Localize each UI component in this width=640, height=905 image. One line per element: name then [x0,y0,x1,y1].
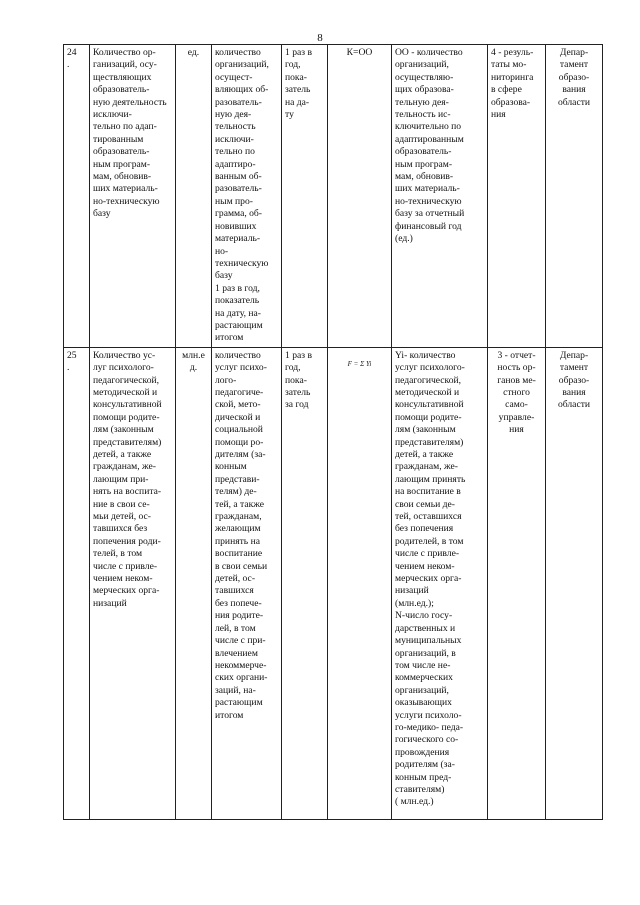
data-source: 3 - отчет- ность ор- ганов ме- стного само- управле- ния [488,347,546,819]
components: ОО - количество организаций, осуществляю- щих образова- тельную дея- тельность ис- ключительно по адаптированным образователь- ным програм- мам, обновив- ших материаль- но-техническую базу за отчетный финансовый год (ед.) [392,45,488,348]
periodicity: 1 раз в год, пока- затель на да- ту [282,45,328,348]
unit: млн.е д. [176,347,212,819]
formula [328,347,392,819]
table-row [64,347,603,819]
unit: ед. [176,45,212,348]
periodicity: 1 раз в год, пока- затель за год [282,347,328,819]
formula: К=ОО [328,45,392,348]
indicator-name: Количество ус- луг психолого- педагогической, методической и консультативной помощи родите- лям (законным представителям) детей, а также гражданам, же- лающим при- нять на воспита- ние в свои се- мьи детей, ос- тавшихся без попечения роди- телей, в том числе с привле- чением неком- мерческих орга- низаций [90,347,176,819]
data-source: 4 - резуль- таты мо- ниторинга в сфере образова- ния [488,45,546,348]
row-number: 25 . [64,347,90,819]
indicators-table [63,44,603,820]
formula-image: F = Σ Yi [347,359,372,368]
definition: количество организаций, осущест- вляющих об- разователь- ную дея- тельность исключи- тельно по адаптиро- ванным об- разователь- ным про- грамма, об- новивших материаль- но- техническую базу 1 раз в год, показатель на дату, на- растающим итогом [212,45,282,348]
responsible: Депар- тамент образо- вания области [546,45,603,348]
components: Yi- количество услуг психолого- педагогической, методической и консультативной помощи родите- лям (законным представителям) детей, а также гражданам, же- лающим принять на воспитание в свои семьи де- тей, оставшихся без попечения родителей, в том числе с привле- чением неком- мерческих орга- низаций (млн.ед.); N-число госу- дарственных и муниципальных организаций, в том числе не- коммерческих организаций, оказывающих услуги психоло- го-медико- педа- гогического со- провождения родителям (за- конным пред- ставителям) ( млн.ед.) [392,347,488,819]
table-row [64,45,603,348]
indicator-name: Количество ор- ганизаций, осу- ществляющих образователь- ную деятельность исключи- тельно по адап- тированным образователь- ным програм- мам, обновив- ших материаль- но-техническую базу [90,45,176,348]
definition: количество услуг психо- лого- педагогиче- ской, мето- дической и социальной помощи ро- дителям (за- конным представи- телям) де- тей, а также гражданам, желающим принять на воспитание в свои семьи детей, ос- тавшихся без попече- ния родите- лей, в том числе с при- влечением некоммерче- ских органи- заций, на- растающим итогом [212,347,282,819]
row-number: 24 . [64,45,90,348]
responsible: Депар- тамент образо- вания области [546,347,603,819]
page-number: 8 [317,32,323,44]
